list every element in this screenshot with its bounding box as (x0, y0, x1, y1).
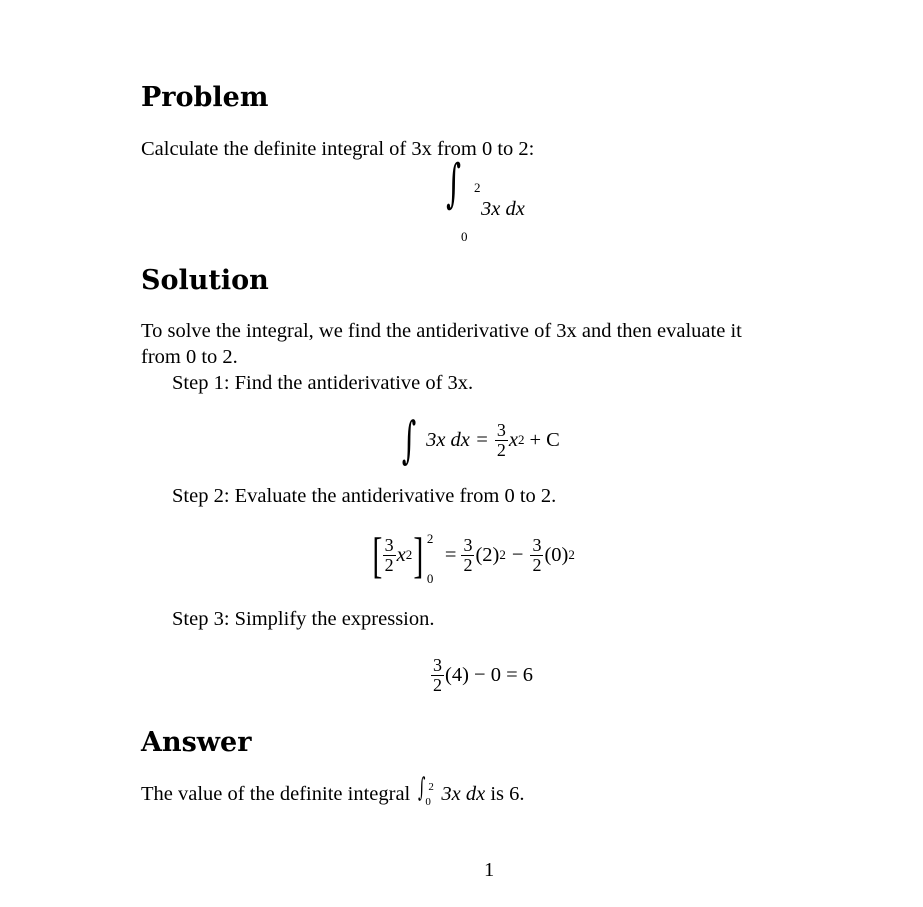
page-number: 1 (484, 859, 495, 881)
answer-expr: 3x dx (441, 783, 486, 805)
eq1-numerator: 3 (496, 419, 506, 440)
answer-lower: 0 (425, 796, 431, 808)
solution-heading: Solution (141, 265, 269, 296)
eq2-var: x (396, 544, 406, 566)
integrand: 3x (481, 198, 501, 220)
eq3-numerator: 3 (433, 654, 442, 675)
problem-text: Calculate the definite integral of 3x from 0 to 2: (141, 138, 535, 160)
eq2-lower: 0 (426, 571, 434, 586)
eq1-lhs: 3x dx = (426, 429, 489, 451)
eq2-term1: (2) (475, 544, 500, 566)
equation-antiderivative: ∫ 3x dx = $\frac{3}{2}$ x 2 + C (401, 411, 560, 469)
eq2-denominator: 2 (384, 554, 394, 575)
eq2-term2: (0) (544, 544, 569, 566)
upper-limit: 2 (474, 180, 481, 195)
problem-heading: Problem (141, 82, 269, 113)
integral-sign-icon: ∫ (446, 154, 461, 214)
equation-simplify (430, 652, 533, 698)
lower-limit: 0 (461, 229, 468, 244)
answer-prefix: The value of the definite integral (141, 783, 411, 805)
answer-upper: 2 (428, 781, 434, 793)
eq2-minus: − (511, 544, 524, 566)
eq2-upper: 2 (426, 531, 434, 546)
step1-text: Step 1: Find the antiderivative of 3x. (172, 372, 474, 394)
solution-intro-line1: To solve the integral, we find the antiderivative of 3x and then evaluate it (141, 320, 742, 342)
step2-text: Step 2: Evaluate the antiderivative from 0 to 2. (172, 485, 557, 507)
eq3-rest: (4) − 0 = 6 (445, 664, 534, 686)
integral-sign-icon: ∫ (418, 773, 426, 803)
answer-suffix: is 6. (490, 783, 525, 805)
differential: dx (505, 198, 525, 220)
eq2-numerator: 3 (384, 534, 394, 555)
eq2-denominator2: 2 (463, 554, 473, 575)
eq2-denominator3: 2 (532, 554, 542, 575)
eq1-denominator: 2 (496, 439, 506, 460)
eq3-denominator: 2 (433, 674, 442, 695)
integral-sign-icon: ∫ (401, 411, 417, 469)
eq1-constant: + C (529, 429, 560, 451)
step3-text: Step 3: Simplify the expression. (172, 608, 435, 630)
eq1-var: x (508, 429, 518, 451)
answer-heading: Answer (141, 727, 252, 758)
eq2-numerator3: 3 (532, 534, 542, 555)
answer-text (141, 773, 525, 808)
equation-evaluation: [ $\frac{3}{2}$ x 2 ] 2 0 = $\frac{3}{2}$ (2) 2 − $\frac{3}{2}$ (0) 2 (369, 525, 575, 585)
solution-intro-line2: from 0 to 2. (141, 346, 238, 368)
eq2-numerator2: 3 (463, 534, 473, 555)
problem-integral (440, 154, 550, 246)
eq2-equals: = (444, 544, 457, 566)
